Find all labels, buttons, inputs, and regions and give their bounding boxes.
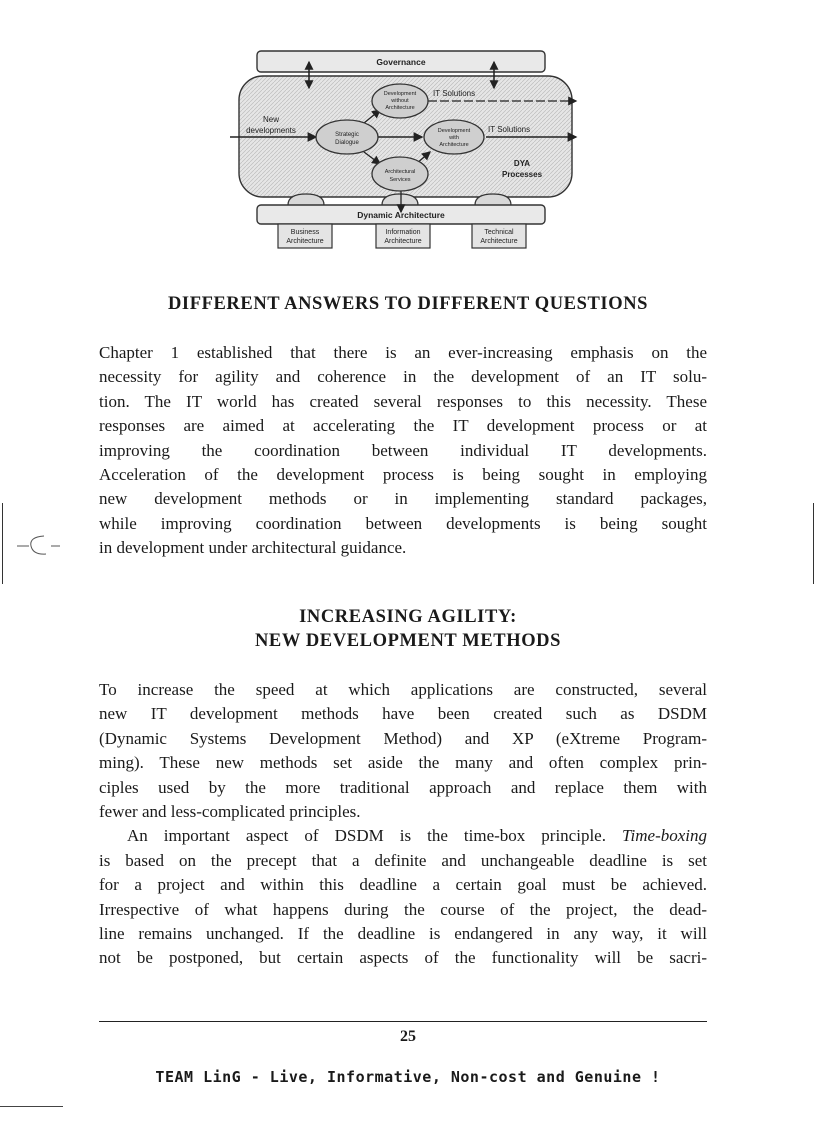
text-line: new development methods or in implementing standard packages, xyxy=(99,489,707,509)
governance-label: Governance xyxy=(376,57,426,67)
section-heading-increasing-agility: INCREASING AGILITY: xyxy=(299,607,517,627)
right-margin-mark xyxy=(813,503,814,584)
text-line: is based on the precept that a definite and unchangeable deadline is set xyxy=(99,850,707,870)
text-line: ciples used by the more traditional approach and replace them with xyxy=(99,777,707,797)
section1-paragraph xyxy=(99,341,707,561)
section2-paragraph-1 xyxy=(99,678,707,971)
new-developments-label-2: developments xyxy=(246,126,296,135)
dev-with-arch-label-1: Development xyxy=(437,128,471,134)
section-heading-new-development-methods: NEW DEVELOPMENT METHODS xyxy=(254,631,562,651)
bottom-crop-mark xyxy=(0,1106,63,1107)
footer-rule xyxy=(99,1021,707,1022)
dya-processes-label-2: Processes xyxy=(501,170,543,179)
architectural-services-label-2: Services xyxy=(389,177,411,183)
it-solutions-top-label: IT Solutions xyxy=(433,89,476,98)
text-fragment: An important aspect of DSDM is the time-box principle. xyxy=(127,826,606,846)
text-line: tion. The IT world has created several responses to this necessity. These xyxy=(99,391,707,411)
text-line: while improving coordination between developments is being sought xyxy=(99,513,707,533)
text-line: (Dynamic Systems Development Method) and XP (eXtreme Program- xyxy=(99,728,707,748)
dynamic-architecture-label: Dynamic Architecture xyxy=(357,210,445,220)
architectural-services-label-1: Architectural xyxy=(384,169,416,175)
dev-without-arch-label-2: without xyxy=(391,98,409,104)
dev-without-arch-label-1: Development xyxy=(383,91,417,97)
text-line: line remains unchanged. If the deadline is endangered in any way, it will xyxy=(99,924,707,944)
strategic-dialogue-label-1: Strategic xyxy=(335,132,359,138)
text-line: for a project and within this deadline a certain goal must be achieved. xyxy=(99,875,707,895)
technical-architecture-label-1: Technical xyxy=(484,229,514,236)
left-margin-mark xyxy=(2,503,3,584)
text-line: in development under architectural guidance. xyxy=(99,538,407,558)
new-developments-label-1: New xyxy=(262,115,280,124)
text-line: To increase the speed at which applications are constructed, several xyxy=(99,680,707,699)
business-architecture-label-1: Business xyxy=(290,229,320,236)
section-heading-different-answers: DIFFERENT ANSWERS TO DIFFERENT QUESTIONS xyxy=(167,294,649,314)
text-line: Irrespective of what happens during the course of the project, the dead- xyxy=(99,899,707,919)
text-line: necessity for agility and coherence in the development of an IT solu- xyxy=(99,367,707,387)
dev-with-arch-label-2: with xyxy=(449,135,459,141)
footer-note: TEAM LinG - Live, Informative, Non-cost and Genuine ! xyxy=(155,1068,661,1086)
dya-diagram-svg xyxy=(226,46,586,260)
technical-architecture-label-2: Architecture xyxy=(480,238,518,245)
text-line: Chapter 1 established that there is an ever-increasing emphasis on the xyxy=(99,343,707,362)
it-solutions-mid-label: IT Solutions xyxy=(488,125,531,134)
text-line: not be postponed, but certain aspects of the functionality will be sacri- xyxy=(99,948,707,968)
strategic-dialogue-label-2: Dialogue xyxy=(335,140,359,146)
text-line: fewer and less-complicated principles. xyxy=(99,802,361,822)
registration-mark-icon xyxy=(16,533,62,559)
text-line: Acceleration of the development process is being sought in employing xyxy=(99,465,707,485)
information-architecture-label-1: Information xyxy=(385,229,421,236)
information-architecture-label-2: Architecture xyxy=(384,238,422,245)
dya-diagram xyxy=(226,46,586,260)
text-line xyxy=(99,824,707,848)
text-line: responses are aimed at accelerating the IT development process or at xyxy=(99,416,707,436)
dev-with-arch-label-3: Architecture xyxy=(439,142,469,148)
page-number: 25 xyxy=(400,1028,416,1045)
dev-without-arch-label-3: Architecture xyxy=(385,105,415,111)
text-line: ming). These new methods set aside the many and often complex prin- xyxy=(99,753,707,773)
business-architecture-label-2: Architecture xyxy=(286,238,324,245)
text-line: new IT development methods have been created such as DSDM xyxy=(99,704,707,724)
italic-term-time-boxing: Time-boxing xyxy=(622,826,708,846)
text-line: improving the coordination between individual IT developments. xyxy=(99,440,707,460)
dya-processes-label-1: DYA xyxy=(513,159,531,168)
